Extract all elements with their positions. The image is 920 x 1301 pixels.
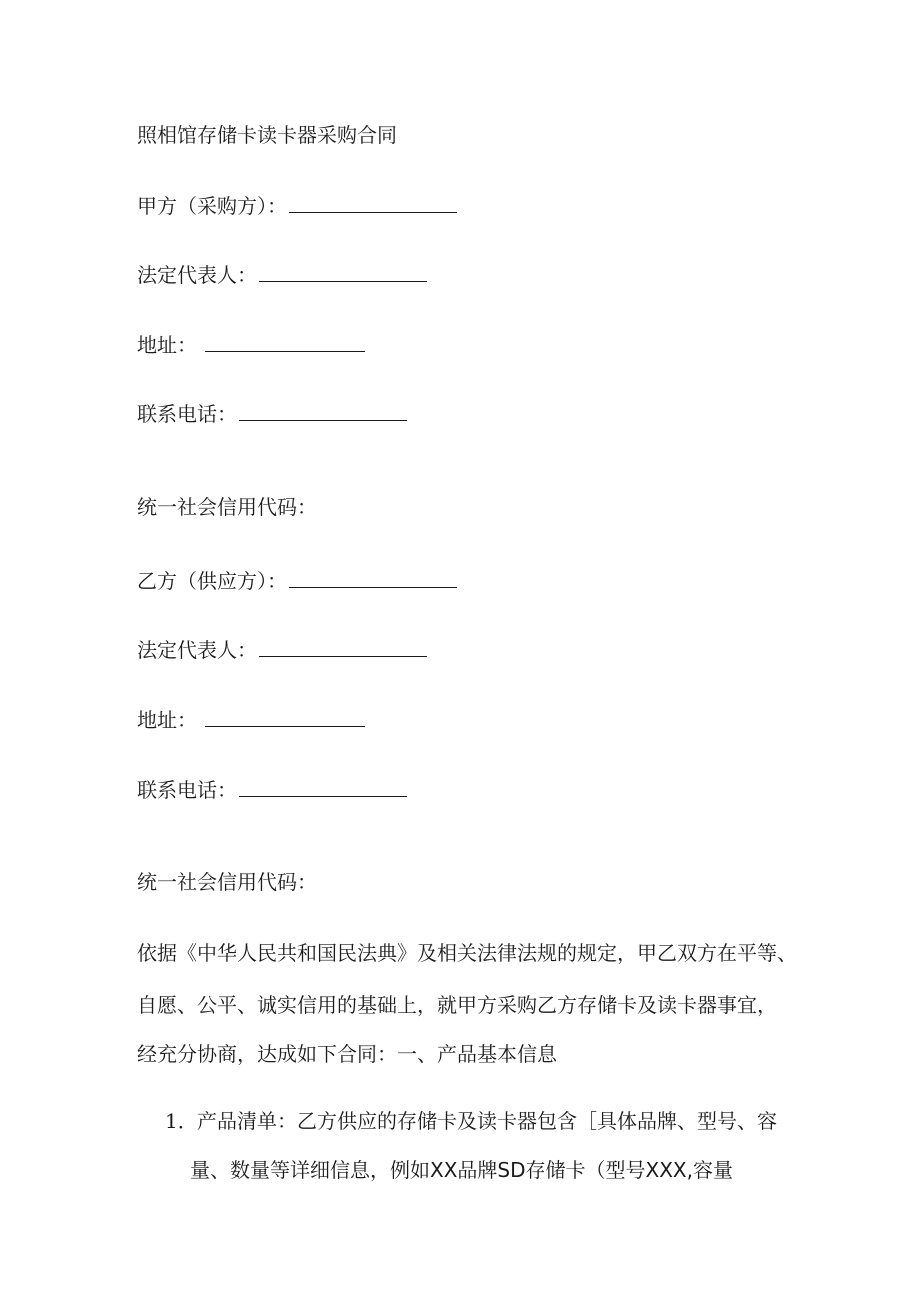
party-a-address-label: 地址： (137, 333, 197, 357)
party-b-rep-blank[interactable] (259, 638, 427, 657)
party-a-name-row (137, 192, 457, 220)
party-b-phone-row (137, 776, 407, 804)
party-b-address-blank[interactable] (205, 708, 365, 727)
party-a-credit-code-label: 统一社会信用代码： (137, 495, 317, 519)
preamble-line-1: 依据《中华人民共和国民法典》及相关法律法规的规定，甲乙双方在平等、 (137, 941, 797, 965)
party-b-address-row (137, 706, 365, 734)
party-b-rep-label: 法定代表人： (137, 638, 257, 662)
item-1-number: 1． (165, 1109, 198, 1133)
party-a-name-label: 甲方（采购方）： (137, 194, 287, 218)
party-b-phone-blank[interactable] (239, 778, 407, 797)
party-a-name-blank[interactable] (289, 194, 457, 213)
party-b-credit-code-label: 统一社会信用代码： (137, 870, 317, 894)
item-1-line-1: 产品清单：乙方供应的存储卡及读卡器包含［具体品牌、型号、容 (197, 1109, 777, 1133)
preamble-line-2: 自愿、公平、诚实信用的基础上，就甲方采购乙方存储卡及读卡器事宜， (137, 993, 777, 1017)
preamble-line-3: 经充分协商，达成如下合同：一、产品基本信息 (137, 1042, 557, 1066)
party-a-address-row (137, 331, 365, 359)
party-a-rep-row (137, 261, 427, 289)
party-a-rep-blank[interactable] (259, 263, 427, 282)
party-b-address-label: 地址： (137, 708, 197, 732)
party-a-rep-label: 法定代表人： (137, 263, 257, 287)
party-b-rep-row (137, 636, 427, 664)
item-1-line-2: 量、数量等详细信息，例如XX品牌SD存储卡（型号XXX,容量 (190, 1158, 733, 1182)
party-a-phone-label: 联系电话： (137, 402, 237, 426)
party-b-name-blank[interactable] (289, 569, 457, 588)
party-a-address-blank[interactable] (205, 333, 365, 352)
document-title: 照相馆存储卡读卡器采购合同 (137, 123, 397, 147)
party-b-name-row (137, 567, 457, 595)
party-b-phone-label: 联系电话： (137, 778, 237, 802)
party-a-phone-blank[interactable] (239, 402, 407, 421)
party-a-credit-code-row (137, 493, 317, 521)
party-b-credit-code-row (137, 868, 317, 896)
party-b-name-label: 乙方（供应方）： (137, 569, 287, 593)
party-a-phone-row (137, 400, 407, 428)
